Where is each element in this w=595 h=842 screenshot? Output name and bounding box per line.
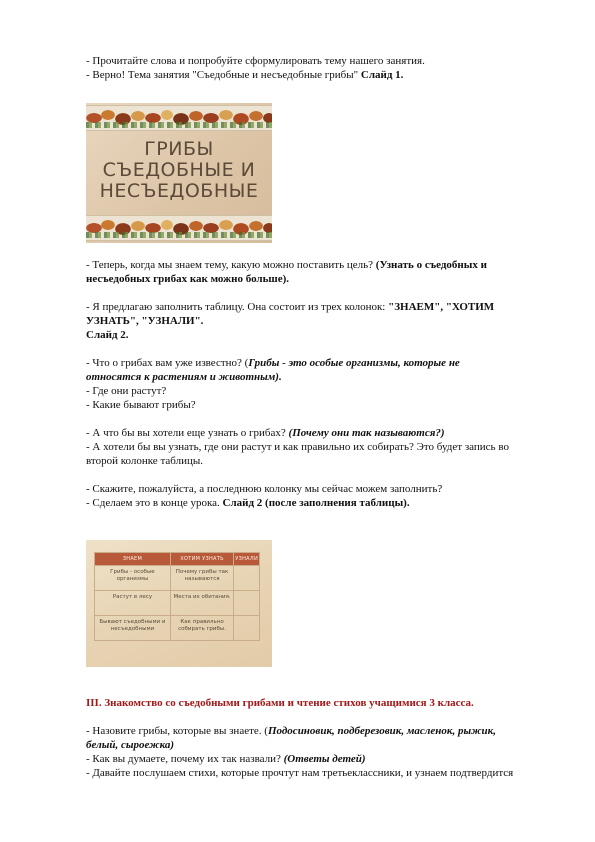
answer-text: несъедобных грибах как можно больше). [86, 273, 290, 285]
slide-ref: Слайд 2. [86, 329, 129, 341]
paragraph-line [86, 301, 556, 314]
paragraph-line: - Давайте послушаем стихи, которые прочтут нам третьеклассники, и узнаем подтвердится [86, 767, 514, 779]
slide-2-image [86, 540, 272, 667]
slide-1-title [86, 139, 272, 202]
paragraph-line: - Какие бывают грибы? [86, 399, 196, 411]
paragraph-line [86, 69, 556, 82]
paragraph-line: - Скажите, пожалуйста, а последнюю колонку мы сейчас можем заполнить? [86, 483, 443, 495]
table-header: УЗНАЛИ [234, 553, 260, 566]
paragraph-line [86, 753, 556, 766]
text-run: - Верно! Тема занятия "Съедобные и несъедобные грибы" [86, 69, 361, 81]
text-run: - Сделаем это в конце урока. [86, 497, 223, 509]
text-run: - Как вы думаете, почему их так назвали? [86, 753, 284, 765]
answer-text: относятся к растениям и животным). [86, 371, 282, 383]
text-run: - Назовите грибы, которые вы знаете. ( [86, 725, 268, 737]
answer-text: (Узнать о съедобных и [375, 259, 487, 271]
text-run: - А что бы вы хотели еще узнать о грибах? [86, 427, 289, 439]
slide-1-title-line: СЪЕДОБНЫЕ И [102, 159, 256, 181]
slide-1-title-line: ГРИБЫ [144, 138, 214, 160]
table-cell: Как правильно собирать грибы. [170, 616, 233, 641]
table-cell [234, 616, 260, 641]
table-cell: Места их обитания. [170, 591, 233, 616]
slide-ref: Слайд 1. [360, 69, 404, 81]
table-header: ЗНАЕМ [95, 553, 171, 566]
mushroom-border-top [86, 105, 272, 131]
slide-ref: Слайд 2 (после заполнения таблицы). [222, 497, 410, 509]
slide-1-image [86, 103, 272, 243]
column-names: УЗНАТЬ", "УЗНАЛИ". [86, 315, 204, 327]
answer-text: (Почему они так называются?) [288, 427, 445, 439]
paragraph-line [86, 497, 556, 510]
answer-text: Грибы - это особые организмы, которые не [248, 357, 460, 369]
paragraph-line [86, 427, 556, 440]
slide-1-title-line: НЕСЪЕДОБНЫЕ [99, 180, 259, 202]
paragraph-line [86, 259, 556, 272]
paragraph-line [86, 357, 556, 370]
table-cell: Бывают съедобными и несъедобными [95, 616, 171, 641]
table-cell: Грибы - особые организмы [95, 566, 171, 591]
table-row [95, 566, 260, 591]
mushroom-border-bottom [86, 215, 272, 241]
table-cell [234, 566, 260, 591]
text-run: - Что о грибах вам уже известно? ( [86, 357, 249, 369]
paragraph-line: - Где они растут? [86, 385, 167, 397]
answer-text: белый, сыроежка) [86, 739, 175, 751]
column-names: "ЗНАЕМ", "ХОТИМ [388, 301, 495, 313]
table-cell: Растут в лесу [95, 591, 171, 616]
kwl-table [94, 552, 260, 641]
table-header: ХОТИМ УЗНАТЬ [170, 553, 233, 566]
table-row [95, 591, 260, 616]
table-cell: Почему грибы так называются [170, 566, 233, 591]
answer-text: Подосиновик, подберезовик, масленок, рыжик, [267, 725, 496, 737]
text-run: - Я предлагаю заполнить таблицу. Она состоит из трех колонок: [86, 301, 389, 313]
paragraph-line: второй колонке таблицы. [86, 455, 203, 467]
paragraph-line: - Прочитайте слова и попробуйте сформулировать тему нашего занятия. [86, 55, 425, 67]
text-run: - Теперь, когда мы знаем тему, какую можно поставить цель? [86, 259, 376, 271]
table-row [95, 616, 260, 641]
paragraph-line: - А хотели бы вы узнать, где они растут и как правильно их собирать? Это будет запись во [86, 441, 509, 453]
section-heading: III. Знакомство со съедобными грибами и чтение стихов учащимися 3 класса. [86, 697, 474, 709]
paragraph-line [86, 725, 556, 738]
answer-text: (Ответы детей) [283, 753, 366, 765]
table-cell [234, 591, 260, 616]
